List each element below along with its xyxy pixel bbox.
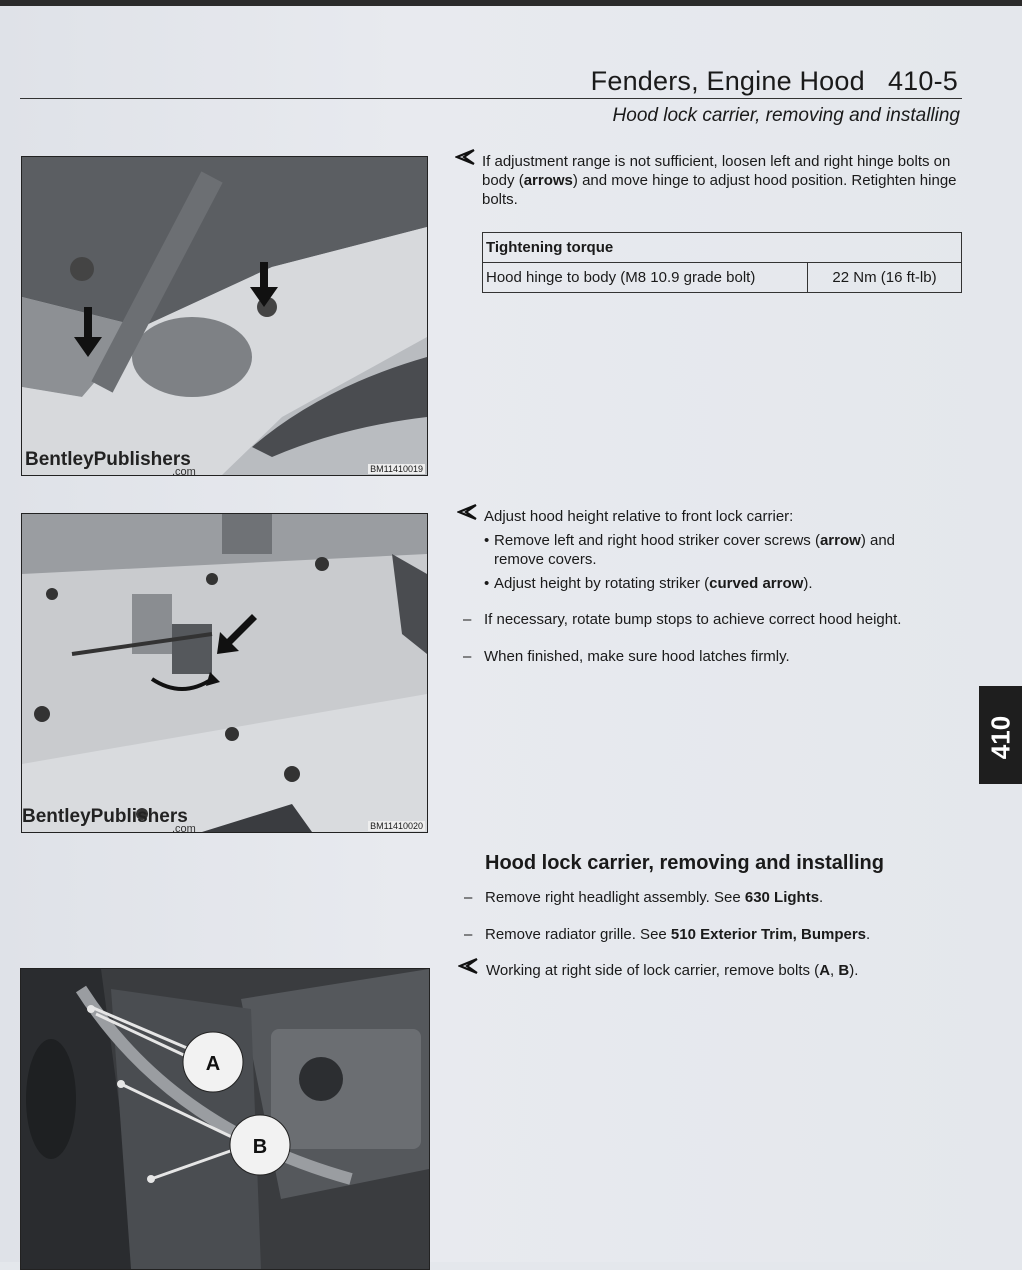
instruction-remove-bolts xyxy=(486,961,956,980)
dash-glyph: – xyxy=(464,889,473,906)
step-text: If necessary, rotate bump stops to achieve correct hood height. xyxy=(484,611,902,628)
text-segment: ). xyxy=(849,962,859,979)
text-emphasis: curved arrow xyxy=(709,575,804,592)
figure-pointer-icon xyxy=(458,957,478,977)
text-segment: ) and move hinge to adjust hood position. Retighten hinge bolts. xyxy=(482,172,957,208)
text-emphasis: arrow xyxy=(819,532,861,549)
hood-hinge-photo xyxy=(22,157,427,475)
watermark: BentleyPublishers xyxy=(25,449,191,470)
torque-item: Hood hinge to body (M8 10.9 grade bolt) xyxy=(483,263,808,293)
text-segment: , xyxy=(830,962,839,979)
step-text xyxy=(485,925,955,944)
watermark: BentleyPublishers xyxy=(22,806,188,827)
dash-glyph: – xyxy=(464,926,473,943)
cross-reference: 510 Exterior Trim, Bumpers xyxy=(670,926,867,943)
page-header xyxy=(591,66,958,97)
manual-page xyxy=(0,6,1022,1262)
text-segment: If adjustment range is not sufficient, loosen left and right hinge bolts on body ( xyxy=(482,153,951,189)
text-segment: Remove left and right hood striker cover screws ( xyxy=(494,532,820,549)
step-text: When finished, make sure hood latches firmly. xyxy=(484,648,790,665)
dash-glyph: – xyxy=(463,611,472,628)
instruction-hinge-adjust xyxy=(482,152,962,209)
text-segment: Adjust height by rotating striker ( xyxy=(494,575,710,592)
text-emphasis: B xyxy=(838,962,850,979)
lock-carrier-photo xyxy=(21,969,429,1269)
watermark-suffix: .com xyxy=(172,823,196,833)
text-segment: Working at right side of lock carrier, remove bolts ( xyxy=(486,962,820,979)
text-segment: Remove radiator grille. See xyxy=(485,926,671,943)
instruction-hood-height: Adjust hood height relative to front lock carrier: xyxy=(484,508,794,525)
cross-reference: 630 Lights xyxy=(744,889,820,906)
text-emphasis: A xyxy=(819,962,831,979)
hood-striker-photo xyxy=(22,514,427,832)
bullet-remove-covers xyxy=(484,531,944,568)
chapter-tab xyxy=(979,686,1022,784)
torque-table xyxy=(482,232,962,293)
callout-label-a: A xyxy=(205,1053,221,1075)
text-segment: ) and remove covers. xyxy=(494,532,896,568)
figure-pointer-icon xyxy=(455,148,475,168)
chapter-tab-label: 410 xyxy=(985,715,1016,760)
figure-code: BM11410020 xyxy=(370,821,423,831)
header-rule xyxy=(20,98,962,99)
table-row xyxy=(483,263,962,293)
text-segment: Remove right headlight assembly. See xyxy=(485,889,745,906)
section-heading: Hood lock carrier, removing and installing xyxy=(485,852,884,874)
dash-glyph: – xyxy=(463,648,472,665)
text-segment: ). xyxy=(803,575,813,592)
callout-label-b: B xyxy=(252,1136,268,1158)
page-number: 410-5 xyxy=(887,66,958,96)
text-emphasis: arrows xyxy=(523,172,573,189)
figure-pointer-icon xyxy=(457,503,477,523)
bullet-glyph: • xyxy=(484,575,490,592)
torque-value: 22 Nm (16 ft-lb) xyxy=(808,263,962,293)
chapter-title: Fenders, Engine Hood xyxy=(590,66,865,96)
text-segment: . xyxy=(819,889,824,906)
step-text xyxy=(485,888,955,907)
text-segment: . xyxy=(866,926,871,943)
torque-table-header: Tightening torque xyxy=(483,233,962,263)
figure-hood-hinge xyxy=(21,156,428,476)
bullet-rotate-striker xyxy=(484,574,944,593)
page-subtitle: Hood lock carrier, removing and installing xyxy=(612,105,960,126)
watermark-suffix: .com xyxy=(172,466,196,476)
figure-lock-carrier xyxy=(20,968,430,1270)
bullet-glyph: • xyxy=(484,532,490,549)
figure-code: BM11410019 xyxy=(370,464,423,474)
figure-hood-striker xyxy=(21,513,428,833)
